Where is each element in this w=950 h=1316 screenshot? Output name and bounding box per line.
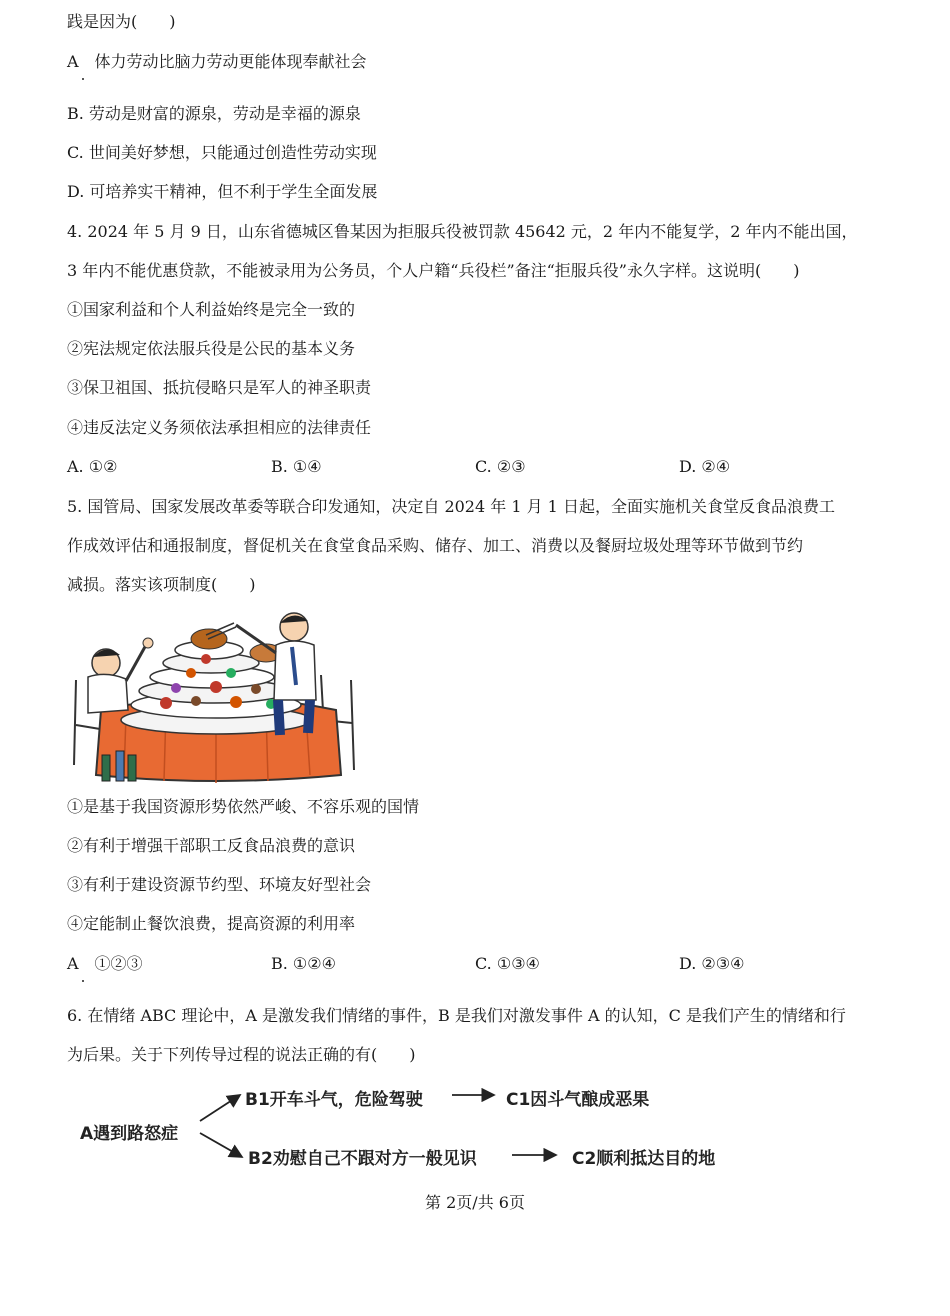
q6-stem-line2: 为后果。关于下列传导过程的说法正确的有( ) bbox=[67, 1045, 416, 1064]
q5-item-3: ③有利于建设资源节约型、环境友好型社会 bbox=[67, 875, 372, 894]
q4-item-3: ③保卫祖国、抵抗侵略只是军人的神圣职责 bbox=[67, 378, 372, 397]
food-waste-cartoon bbox=[66, 605, 360, 785]
q3-option-a: A 体力劳动比脑力劳动更能体现奉献社会 bbox=[67, 52, 367, 71]
q5-stem-line3: 减损。落实该项制度( ) bbox=[67, 575, 256, 594]
q4-item-4: ④违反法定义务须依法承担相应的法律责任 bbox=[67, 418, 372, 437]
print-speck bbox=[82, 980, 84, 982]
q5-item-4: ④定能制止餐饮浪费，提高资源的利用率 bbox=[67, 914, 356, 933]
q4-choice-d: D. ②④ bbox=[679, 457, 731, 476]
diagram-node-a: A遇到路怒症 bbox=[80, 1124, 179, 1144]
abc-flow-diagram bbox=[70, 1075, 830, 1185]
q5-choice-c: C. ①③④ bbox=[475, 954, 540, 973]
diagram-node-b1: B1开车斗气，危险驾驶 bbox=[245, 1090, 423, 1110]
q4-item-2: ②宪法规定依法服兵役是公民的基本义务 bbox=[67, 339, 356, 358]
diagram-node-c2: C2顺利抵达目的地 bbox=[572, 1149, 716, 1169]
diagram-node-b2: B2劝慰自己不跟对方一般见识 bbox=[248, 1149, 477, 1169]
q5-choice-b: B. ①②④ bbox=[271, 954, 336, 973]
page-number: 第 2页/共 6页 bbox=[425, 1193, 525, 1212]
q4-stem-line1: 4. 2024 年 5 月 9 日，山东省德城区鲁某因为拒服兵役被罚款 45642 元，2 年内不能复学，2 年内不能出国， bbox=[67, 222, 858, 241]
q6-stem-line1: 6. 在情绪 ABC 理论中，A 是激发我们情绪的事件，B 是我们对激发事件 A 的认知，C 是我们产生的情绪和行 bbox=[67, 1006, 846, 1025]
q5-item-1: ①是基于我国资源形势依然严峻、不容乐观的国情 bbox=[67, 797, 420, 816]
print-speck bbox=[82, 78, 84, 80]
q3-option-b: B. 劳动是财富的源泉，劳动是幸福的源泉 bbox=[67, 104, 361, 123]
q5-stem-line1: 5. 国管局、国家发展改革委等联合印发通知，决定自 2024 年 1 月 1 日起，全面实施机关食堂反食品浪费工 bbox=[67, 497, 835, 516]
q4-item-1: ①国家利益和个人利益始终是完全一致的 bbox=[67, 300, 356, 319]
q5-choice-a: A ①②③ bbox=[67, 954, 143, 973]
q5-item-2: ②有利于增强干部职工反食品浪费的意识 bbox=[67, 836, 356, 855]
diagram-node-c1: C1因斗气酿成恶果 bbox=[506, 1090, 650, 1110]
q4-choice-c: C. ②③ bbox=[475, 457, 526, 476]
q4-choice-a: A. ①② bbox=[67, 457, 118, 476]
q3-option-c: C. 世间美好梦想，只能通过创造性劳动实现 bbox=[67, 143, 377, 162]
q3-stem-tail: 践是因为( ) bbox=[67, 12, 176, 31]
q5-choice-d: D. ②③④ bbox=[679, 954, 745, 973]
q4-stem-line2: 3 年内不能优惠贷款，不能被录用为公务员，个人户籍“兵役栏”备注“拒服兵役”永久字样。这说明( ) bbox=[67, 261, 800, 280]
q3-option-d: D. 可培养实干精神，但不利于学生全面发展 bbox=[67, 182, 378, 201]
q5-stem-line2: 作成效评估和通报制度，督促机关在食堂食品采购、储存、加工、消费以及餐厨垃圾处理等环节做到节约 bbox=[67, 536, 804, 555]
q4-choice-b: B. ①④ bbox=[271, 457, 322, 476]
